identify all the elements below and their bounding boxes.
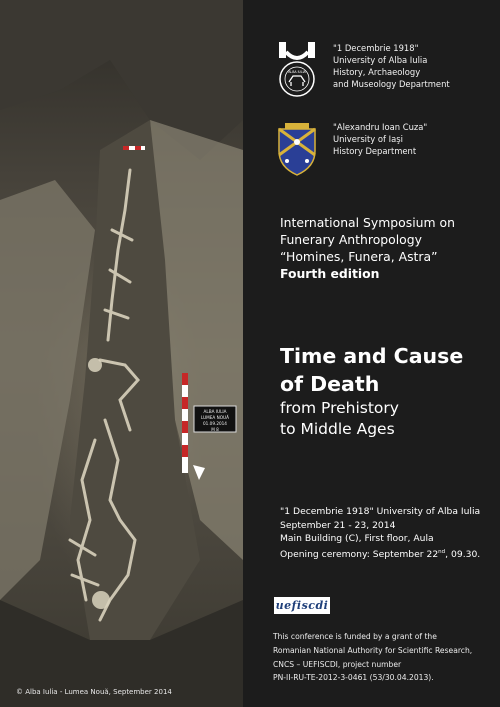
svg-text:ALBA IULIA: ALBA IULIA: [288, 70, 306, 74]
institution-line: "1 Decembrie 1918": [333, 43, 419, 53]
scale-bar: [123, 146, 145, 150]
institution-iasi-text: [333, 121, 427, 157]
info-panel: [243, 0, 500, 707]
uefiscdi-logo: uefiscdi: [275, 599, 329, 612]
title-line: Time and Cause: [280, 344, 464, 368]
tag-line: ALBA IULIA: [203, 409, 227, 414]
skull: [88, 358, 102, 372]
university-iasi-crest-icon: [273, 121, 321, 177]
funding-line: Romanian National Authority for Scientific Research,: [273, 645, 473, 655]
funding-line: CNCS – UEFISCDI, project number: [273, 659, 402, 669]
institution-line: History, Archaeology: [333, 67, 421, 77]
symposium-line: Funerary Anthropology: [280, 232, 422, 247]
institution-alba-iulia: [273, 42, 450, 98]
excavation-illustration: [0, 0, 243, 707]
tag-line: 01.09.2014: [203, 421, 227, 426]
excavation-photo: [0, 0, 243, 707]
symposium-line: “Homines, Funera, Astra”: [280, 249, 438, 264]
symposium-block: [280, 214, 455, 282]
title-line: of Death: [280, 372, 380, 396]
skull: [92, 591, 110, 609]
venue-block: [280, 505, 480, 561]
scale-bar: [182, 373, 188, 473]
symposium-line: International Symposium on: [280, 215, 455, 230]
venue-location: Main Building (C), First floor, Aula: [280, 533, 434, 544]
opening-ceremony: Opening ceremony: September 22nd, 09.30.: [280, 548, 481, 560]
funding-line: This conference is funded by a grant of the: [273, 632, 437, 641]
subtitle-line: from Prehistory: [280, 399, 399, 417]
institution-iasi: [273, 121, 427, 177]
university-alba-iulia-logo: [273, 42, 321, 98]
institution-line: History Department: [333, 146, 417, 156]
venue-dates: September 21 - 23, 2014: [280, 519, 396, 531]
institution-alba-iulia-text: [333, 42, 450, 90]
trench-soil-top: [0, 0, 243, 160]
institution-line: "Alexandru Ioan Cuza": [333, 122, 428, 132]
tag-line: LUMEA NOUĂ: [200, 415, 230, 420]
conference-title: [280, 342, 463, 440]
symposium-edition: Fourth edition: [280, 266, 380, 281]
institution-line: and Museology Department: [333, 79, 450, 89]
funding-line: PN-II-RU-TE-2012-3-0461 (53/30.04.2013).: [273, 673, 434, 683]
institution-line: University of Alba Iulia: [333, 55, 428, 65]
institution-line: University of Iaşi: [333, 134, 403, 144]
funding-note: [273, 630, 472, 685]
venue-line: "1 Decembrie 1918" University of Alba Iulia: [280, 506, 481, 517]
tag-line: M 8: [211, 427, 219, 432]
subtitle-line: to Middle Ages: [280, 420, 395, 438]
photo-caption: © Alba Iulia - Lumea Nouă, September 2014: [16, 688, 172, 696]
